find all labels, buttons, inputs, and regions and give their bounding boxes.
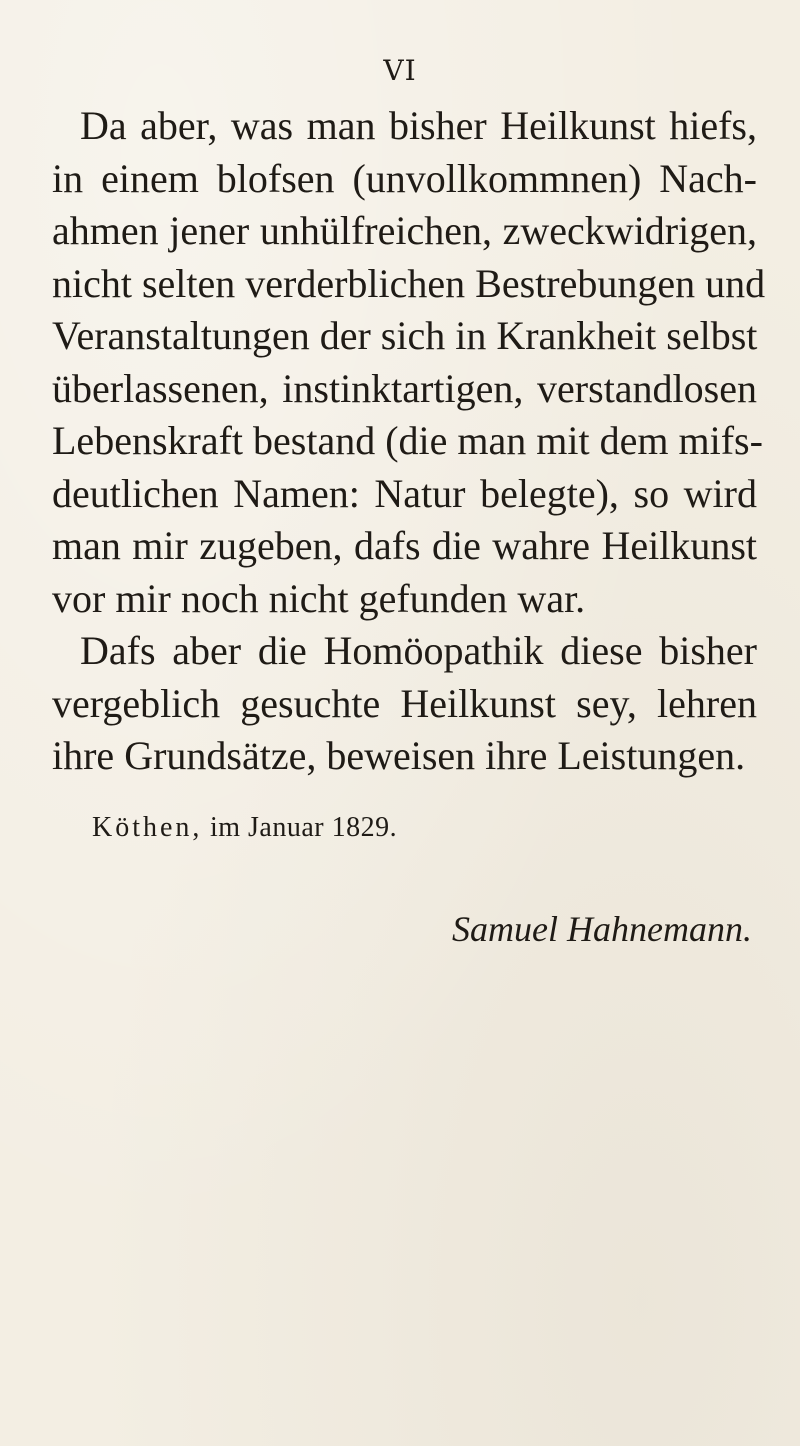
text-line: ihre Grundsätze, beweisen ihre Leistungen. [52,733,746,778]
author-signature: Samuel Hahnemann. [452,909,752,949]
dateline-date: im Januar 1829. [209,812,398,843]
body-text [52,100,766,783]
dateline-place: Köthen, [92,812,203,843]
text-line: überlassenen, instinktartigen, verstandlosen [52,365,757,411]
text-line: vergeblich gesuchte Heilkunst sey, lehren [52,680,757,726]
text-line: man mir zugeben, dafs die wahre Heilkunst [52,523,757,568]
page-number: VI [383,54,417,87]
text-line: deutlichen Namen: Natur belegte), so wird [52,470,757,516]
text-line: Da aber, was man bisher Heilkunst hiefs, [80,103,757,148]
text-line: Dafs aber die Homöopathik diese bisher [80,628,757,673]
text-line: Lebenskraft bestand (die man mit dem mifs- [52,418,763,463]
text-line: nicht selten verderblichen Bestrebungen und [52,260,766,306]
text-line: vor mir noch nicht gefunden war. [52,575,586,621]
text-line: in einem blofsen (unvollkommnen) Nach- [52,155,757,201]
text-line: Veranstaltungen der sich in Krankheit selbst [52,313,758,358]
text-line: ahmen jener unhülfreichen, zweckwidrigen, [52,208,757,253]
dateline [92,812,397,844]
